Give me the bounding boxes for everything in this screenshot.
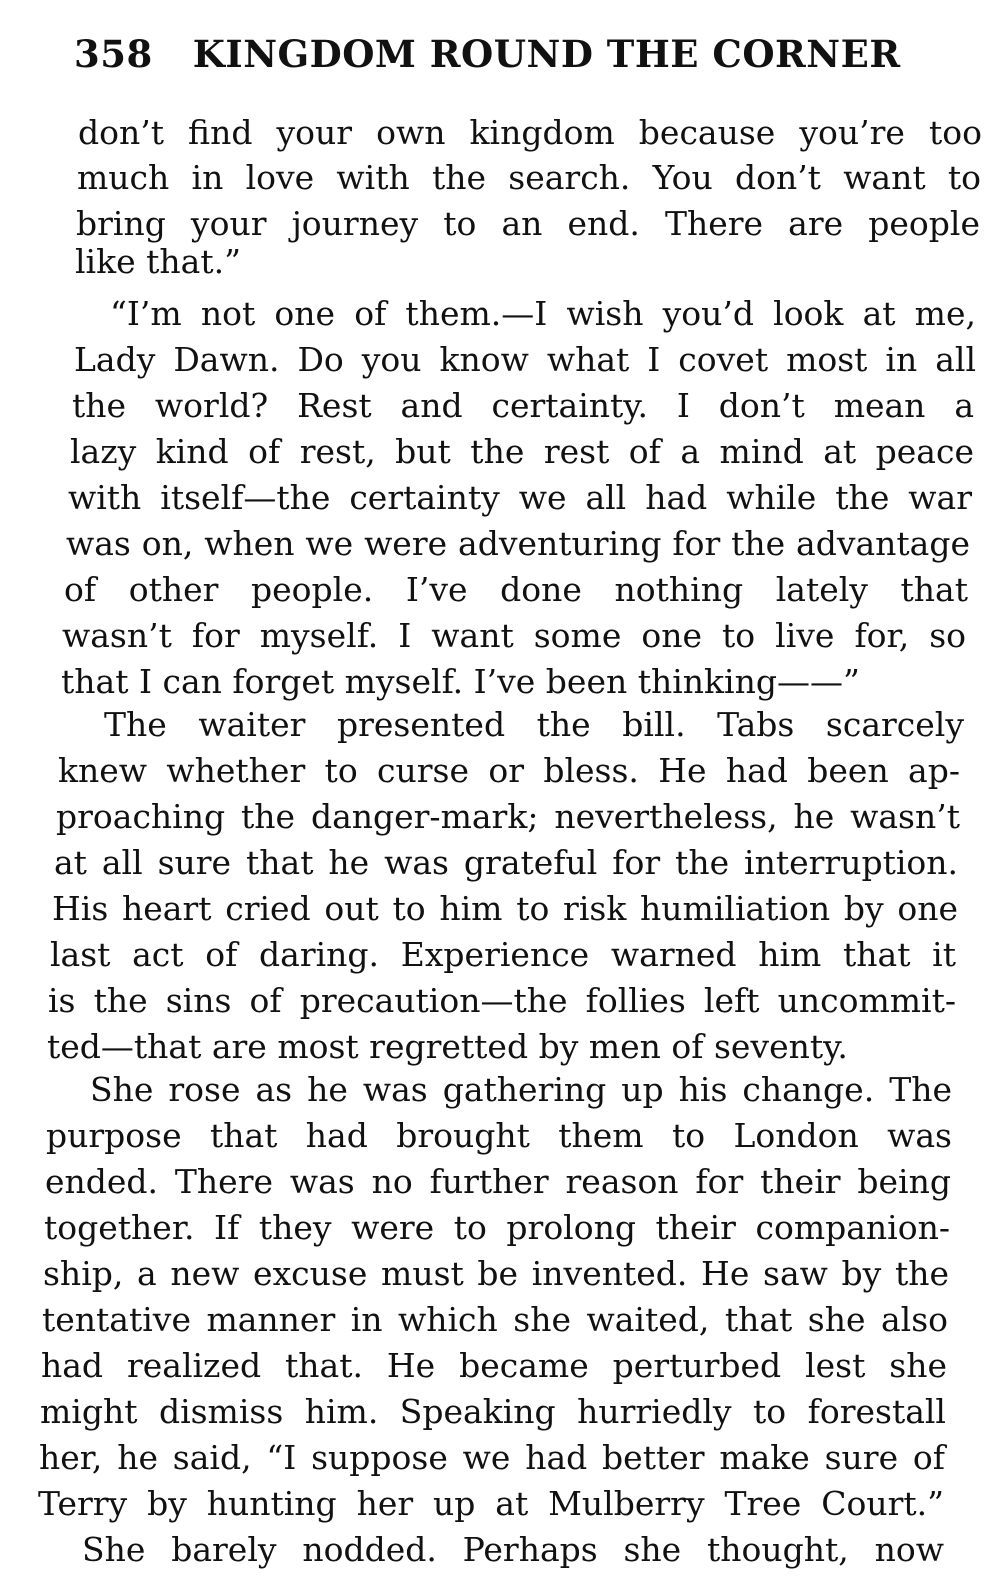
text-line: might dismiss him. Speaking hurriedly to forestall: [40, 1392, 946, 1431]
text-line: lazy kind of rest, but the rest of a mind at peace: [70, 432, 974, 471]
text-line: The waiter presented the bill. Tabs scarcely: [104, 705, 964, 744]
text-line: Lady Dawn. Do you know what I covet most in all: [74, 340, 976, 379]
text-line: tentative manner in which she waited, that she also: [42, 1300, 948, 1339]
text-line: proaching the danger-mark; nevertheless, he wasn’t: [56, 797, 960, 836]
text-line: ship, a new excuse must be invented. He saw by the: [43, 1254, 949, 1293]
text-line: ended. There was no further reason for their being: [45, 1162, 951, 1201]
text-line: knew whether to curse or bless. He had been ap-: [58, 751, 960, 790]
text-line: She rose as he was gathering up his change. The: [90, 1070, 952, 1109]
text-line: at all sure that he was grateful for the interruption.: [54, 843, 958, 882]
text-line: her, he said, “I suppose we had better make sure of: [39, 1438, 945, 1477]
text-line: “I’m not one of them.—I wish you’d look at me,: [110, 294, 976, 333]
text-line: with itself—the certainty we all had while the war: [68, 478, 972, 517]
text-line: don’t find your own kingdom because you’re too: [78, 113, 982, 152]
text-line: bring your journey to an end. There are people: [76, 204, 980, 243]
text-line: wasn’t for myself. I want some one to live for, so: [62, 616, 966, 655]
text-line: together. If they were to prolong their companion-: [44, 1208, 950, 1247]
text-line: like that.”: [75, 242, 241, 281]
text-line: the world? Rest and certainty. I don’t mean a: [72, 386, 974, 425]
text-line: is the sins of precaution—the follies left uncommit-: [48, 981, 956, 1020]
text-line: had realized that. He became perturbed lest she: [41, 1346, 947, 1385]
text-line: of other people. I’ve done nothing lately that: [64, 570, 968, 609]
text-line: much in love with the search. You don’t want to: [77, 158, 981, 197]
text-line: was on, when we were adventuring for the advantage: [66, 524, 970, 563]
text-line: ted—that are most regretted by men of seventy.: [47, 1027, 848, 1066]
text-line: She barely nodded. Perhaps she thought, now: [82, 1530, 944, 1569]
page-number: 358: [74, 32, 153, 76]
text-line: purpose that had brought them to London was: [46, 1116, 952, 1155]
text-line: Terry by hunting her up at Mulberry Tree Court.”: [38, 1484, 944, 1523]
text-line: His heart cried out to him to risk humiliation by one: [52, 889, 958, 928]
running-title: KINGDOM ROUND THE CORNER: [192, 32, 901, 76]
text-line: that I can forget myself. I’ve been thinking——”: [61, 662, 860, 701]
text-line: last act of daring. Experience warned him that it: [50, 935, 956, 974]
